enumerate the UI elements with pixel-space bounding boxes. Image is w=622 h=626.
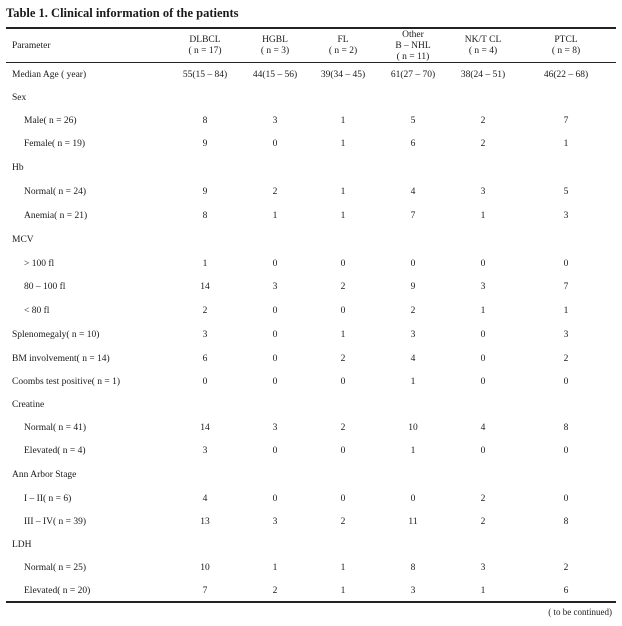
- table-cell: 1: [480, 211, 486, 221]
- table-cell: 3: [480, 563, 486, 573]
- table-cell: 7: [563, 116, 569, 126]
- row-label: LDH: [12, 540, 32, 550]
- row-label: 80 – 100 fl: [24, 282, 66, 292]
- row-label: Ann Arbor Stage: [12, 470, 77, 480]
- table-cell: 0: [272, 377, 278, 387]
- table-cell: 3: [563, 330, 569, 340]
- row-label: Sex: [12, 93, 27, 103]
- header-other-line2: B – NHL: [395, 41, 431, 51]
- table-cell: 46(22 – 68): [543, 70, 589, 80]
- table-cell: 9: [202, 139, 208, 149]
- row-label: Female( n = 19): [24, 139, 86, 149]
- table-cell: 2: [272, 586, 278, 596]
- table-cell: 2: [480, 517, 486, 527]
- table-cell: 39(34 – 45): [320, 70, 366, 80]
- row-label: Normal( n = 25): [24, 563, 87, 573]
- table-cell: 3: [202, 446, 208, 456]
- table-cell: 5: [410, 116, 416, 126]
- table-cell: 5: [563, 187, 569, 197]
- table-cell: 3: [202, 330, 208, 340]
- table-cell: 1: [340, 211, 346, 221]
- table-cell: 0: [272, 306, 278, 316]
- row-label: Elevated( n = 20): [24, 586, 91, 596]
- header-ptcl: [536, 35, 596, 57]
- table-cell: 1: [340, 139, 346, 149]
- header-other-line1: Other: [402, 30, 424, 40]
- table-cell: 3: [272, 116, 278, 126]
- table-cell: 0: [480, 259, 486, 269]
- table-cell: 1: [272, 211, 278, 221]
- header-dlbcl-name: DLBCL: [189, 35, 221, 45]
- continued-note: ( to be continued): [548, 607, 612, 617]
- table-cell: 2: [340, 517, 346, 527]
- table-cell: 3: [480, 282, 486, 292]
- table-cell: 38(24 – 51): [460, 70, 506, 80]
- table-cell: 3: [480, 187, 486, 197]
- table-cell: 2: [480, 139, 486, 149]
- table-cell: 3: [272, 517, 278, 527]
- table-cell: 4: [480, 423, 486, 433]
- table-cell: 13: [200, 517, 210, 527]
- table-cell: 4: [202, 494, 208, 504]
- table-cell: 0: [202, 377, 208, 387]
- table-cell: 0: [480, 354, 486, 364]
- table-cell: 14: [200, 282, 210, 292]
- table-cell: 3: [272, 423, 278, 433]
- row-label: MCV: [12, 235, 34, 245]
- table-cell: 7: [202, 586, 208, 596]
- header-other-n: ( n = 11): [396, 52, 430, 62]
- row-label: Splenomegaly( n = 10): [12, 330, 100, 340]
- table-cell: 2: [563, 563, 569, 573]
- row-label: Normal( n = 24): [24, 187, 87, 197]
- header-dlbcl: [175, 35, 235, 57]
- table-cell: 2: [340, 354, 346, 364]
- row-label: Median Age ( year): [12, 70, 87, 80]
- table-cell: 0: [410, 494, 416, 504]
- header-fl-n: ( n = 2): [328, 46, 358, 56]
- row-label: Creatine: [12, 400, 45, 410]
- table-cell: 1: [480, 306, 486, 316]
- table-cell: 0: [480, 377, 486, 387]
- table-cell: 0: [272, 494, 278, 504]
- table-cell: 2: [563, 354, 569, 364]
- header-hgbl-name: HGBL: [262, 35, 288, 45]
- row-label: Coombs test positive( n = 1): [12, 377, 121, 387]
- table-title: Table 1. Clinical information of the patients: [6, 6, 239, 20]
- table-cell: 9: [410, 282, 416, 292]
- table-cell: 0: [480, 446, 486, 456]
- row-label: III – IV( n = 39): [24, 517, 87, 527]
- table-cell: 2: [272, 187, 278, 197]
- table-cell: 4: [410, 187, 416, 197]
- row-label: > 100 fl: [24, 259, 55, 269]
- table-cell: 3: [563, 211, 569, 221]
- table-cell: 0: [563, 446, 569, 456]
- table-cell: 55(15 – 84): [182, 70, 228, 80]
- table-cell: 9: [202, 187, 208, 197]
- table-cell: 0: [563, 259, 569, 269]
- table-cell: 0: [563, 377, 569, 387]
- table-cell: 0: [340, 494, 346, 504]
- row-label: Hb: [12, 163, 24, 173]
- table-cell: 0: [340, 306, 346, 316]
- table-cell: 11: [408, 517, 418, 527]
- table-cell: 2: [410, 306, 416, 316]
- table-cell: 2: [340, 282, 346, 292]
- table-cell: 1: [563, 306, 569, 316]
- row-label: Male( n = 26): [24, 116, 77, 126]
- header-nktcl: [453, 35, 513, 57]
- header-fl-name: FL: [337, 35, 349, 45]
- table-cell: 1: [480, 586, 486, 596]
- header-parameter: Parameter: [12, 41, 51, 51]
- table-cell: 4: [410, 354, 416, 364]
- table-cell: 1: [340, 116, 346, 126]
- table-cell: 2: [340, 423, 346, 433]
- row-label: Anemia( n = 21): [24, 211, 88, 221]
- top-rule: [6, 27, 616, 29]
- table-cell: 10: [408, 423, 418, 433]
- table-cell: 44(15 – 56): [252, 70, 298, 80]
- row-label: < 80 fl: [24, 306, 50, 316]
- table-cell: 10: [200, 563, 210, 573]
- table-cell: 8: [563, 423, 569, 433]
- table-cell: 61(27 – 70): [390, 70, 436, 80]
- table-cell: 0: [272, 330, 278, 340]
- table-cell: 1: [410, 446, 416, 456]
- table-cell: 8: [563, 517, 569, 527]
- table-cell: 1: [340, 187, 346, 197]
- table-cell: 0: [272, 139, 278, 149]
- row-label: Elevated( n = 4): [24, 446, 86, 456]
- header-ptcl-n: ( n = 8): [551, 46, 581, 56]
- table-cell: 0: [340, 446, 346, 456]
- header-fl: [313, 35, 373, 57]
- table-cell: 7: [563, 282, 569, 292]
- header-hgbl-n: ( n = 3): [260, 46, 290, 56]
- row-label: Normal( n = 41): [24, 423, 87, 433]
- header-rule: [6, 62, 616, 63]
- table-cell: 8: [410, 563, 416, 573]
- header-ptcl-name: PTCL: [554, 35, 578, 45]
- row-label: BM involvement( n = 14): [12, 354, 110, 364]
- table-cell: 6: [563, 586, 569, 596]
- table-cell: 0: [272, 354, 278, 364]
- header-nktcl-n: ( n = 4): [468, 46, 498, 56]
- header-other-bnhl: [383, 30, 443, 63]
- table-cell: 0: [340, 259, 346, 269]
- table-cell: 2: [480, 494, 486, 504]
- table-cell: 6: [410, 139, 416, 149]
- table-cell: 3: [410, 586, 416, 596]
- table-cell: 0: [410, 259, 416, 269]
- table-cell: 7: [410, 211, 416, 221]
- table-cell: 3: [272, 282, 278, 292]
- table-cell: 2: [480, 116, 486, 126]
- table-cell: 1: [563, 139, 569, 149]
- table-cell: 0: [272, 259, 278, 269]
- row-label: I – II( n = 6): [24, 494, 72, 504]
- header-hgbl: [245, 35, 305, 57]
- table-cell: 2: [202, 306, 208, 316]
- header-nktcl-name: NK/T CL: [464, 35, 502, 45]
- table-cell: 1: [340, 330, 346, 340]
- table-cell: 1: [410, 377, 416, 387]
- table-cell: 8: [202, 211, 208, 221]
- table-cell: 0: [563, 494, 569, 504]
- header-dlbcl-n: ( n = 17): [188, 46, 222, 56]
- table-cell: 1: [340, 563, 346, 573]
- table-cell: 1: [202, 259, 208, 269]
- table-cell: 1: [272, 563, 278, 573]
- table-cell: 0: [272, 446, 278, 456]
- bottom-rule: [6, 601, 616, 603]
- table-cell: 1: [340, 586, 346, 596]
- table-cell: 14: [200, 423, 210, 433]
- table-cell: 3: [410, 330, 416, 340]
- table-cell: 0: [340, 377, 346, 387]
- table-cell: 6: [202, 354, 208, 364]
- table-cell: 8: [202, 116, 208, 126]
- table-cell: 0: [480, 330, 486, 340]
